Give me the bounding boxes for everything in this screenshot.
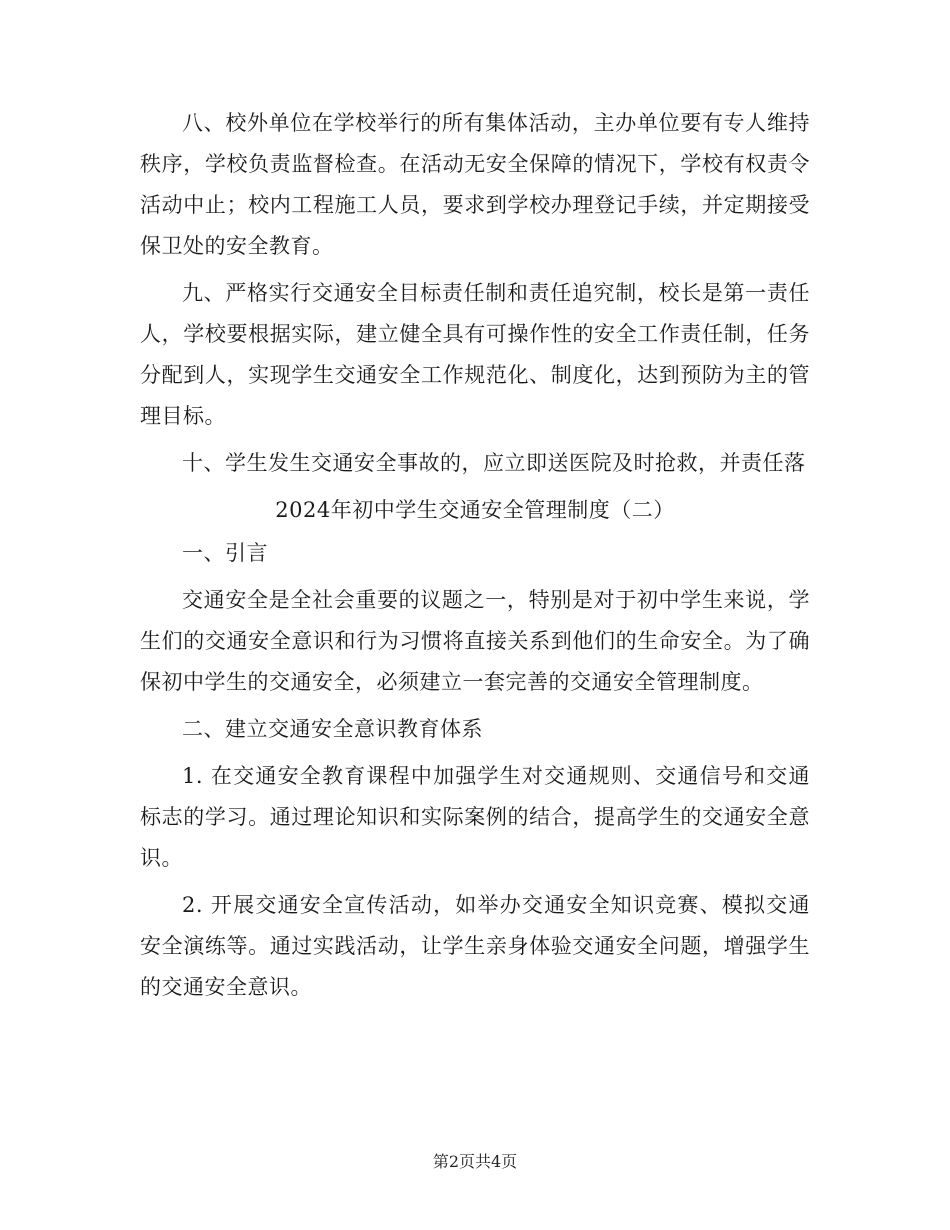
section-title: 2024年初中学生交通安全管理制度（二）	[275, 498, 675, 522]
paragraph-item-9: 九、严格实行交通安全目标责任制和责任追究制，校长是第一责任人，学校要根据实际，建立健全具有可操作性的安全工作责任制，任务分配到人，实现学生交通安全工作规范化、制度化，达到预防为主的管理目标。	[140, 281, 810, 428]
section-heading-education-system: 二、建立交通安全意识教育体系	[182, 717, 483, 741]
paragraph-education-item-1: 1. 在交通安全教育课程中加强学生对交通规则、交通信号和交通标志的学习。通过理论知识和实际案例的结合，提高学生的交通安全意识。	[140, 764, 810, 870]
page-number: 第2页共4页	[432, 1152, 518, 1171]
paragraph-item-10: 十、学生发生交通安全事故的，应立即送医院及时抢救，并责任落	[182, 451, 806, 475]
paragraph-item-8: 八、校外单位在学校举行的所有集体活动，主办单位要有专人维持秩序，学校负责监督检查。在活动无安全保障的情况下，学校有权责令活动中止；校内工程施工人员，要求到学校办理登记手续，并定期接受保卫处的安全教育。	[140, 111, 810, 258]
paragraph-introduction: 交通安全是全社会重要的议题之一，特别是对于初中学生来说，学生们的交通安全意识和行为习惯将直接关系到他们的生命安全。为了确保初中学生的交通安全，必须建立一套完善的交通安全管理制度。	[140, 588, 810, 694]
document-body	[140, 103, 810, 1014]
section-heading-introduction: 一、引言	[182, 541, 268, 565]
paragraph-education-item-2: 2. 开展交通安全宣传活动，如举办交通安全知识竞赛、模拟交通安全演练等。通过实践活动，让学生亲身体验交通安全问题，增强学生的交通安全意识。	[140, 893, 810, 999]
